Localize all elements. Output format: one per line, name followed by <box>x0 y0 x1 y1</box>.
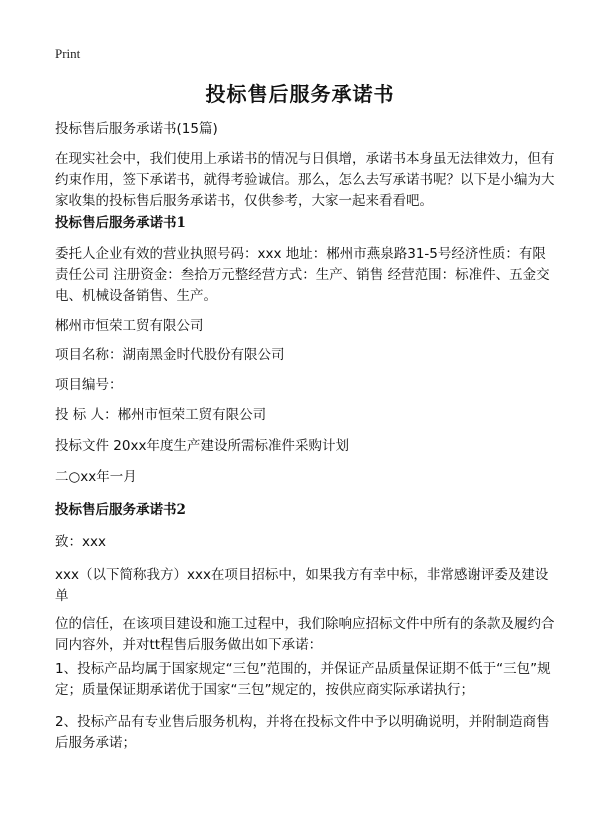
company-name: 郴州市恒荣工贸有限公司 <box>55 318 204 334</box>
print-link[interactable]: Print <box>55 46 81 61</box>
section-1-heading: 投标售后服务承诺书1 <box>55 215 186 231</box>
section-2-paragraph-1: xxx（以下简称我方）xxx在项目招标中，如果我方有幸中标，非常感谢评委及建设单 <box>55 567 549 604</box>
section-2-paragraph-2: 位的信任，在该项目建设和施工过程中，我们除响应招标文件中所有的条款及履约合同内容外，并对tt程售后服务做出如下承诺： <box>55 616 555 653</box>
section-2-heading: 投标售后服务承诺书2 <box>55 502 186 518</box>
project-name: 项目名称：湖南黑金时代股份有限公司 <box>55 347 285 363</box>
issue-date: 二○xx年一月 <box>55 469 137 485</box>
principal-info-paragraph: 委托人企业有效的营业执照号码：xxx 地址：郴州市燕泉路31-5号经济性质：有限责任公司 注册资金：叁拾万元整经营方式：生产、销售 经营范围：标准件、五金交电、机械设备销售、生产。 <box>55 246 550 304</box>
page-title: 投标售后服务承诺书 <box>205 82 395 106</box>
commitment-item-1: 1、投标产品均属于国家规定“三包”范围的，并保证产品质量保证期不低于“三包”规定；质量保证期承诺优于国家“三包”规定的，按供应商实际承诺执行； <box>55 661 551 698</box>
subtitle: 投标售后服务承诺书(15篇) <box>55 121 218 137</box>
project-number: 项目编号： <box>55 377 123 393</box>
bid-document: 投标文件 20xx年度生产建设所需标准件采购计划 <box>55 438 349 454</box>
intro-paragraph: 在现实社会中，我们使用上承诺书的情况与日俱增，承诺书本身虽无法律效力，但有约束作用，签下承诺书，就得考验诚信。那么，怎么去写承诺书呢？以下是小编为大家收集的投标售后服务承诺书，仅供参考，大家一起来看看吧。 <box>55 151 555 209</box>
bidder: 投 标 人：郴州市恒荣工贸有限公司 <box>55 407 267 423</box>
commitment-item-2: 2、投标产品有专业售后服务机构，并将在投标文件中予以明确说明，并附制造商售后服务承诺； <box>55 714 550 751</box>
addressee: 致：xxx <box>55 534 106 550</box>
